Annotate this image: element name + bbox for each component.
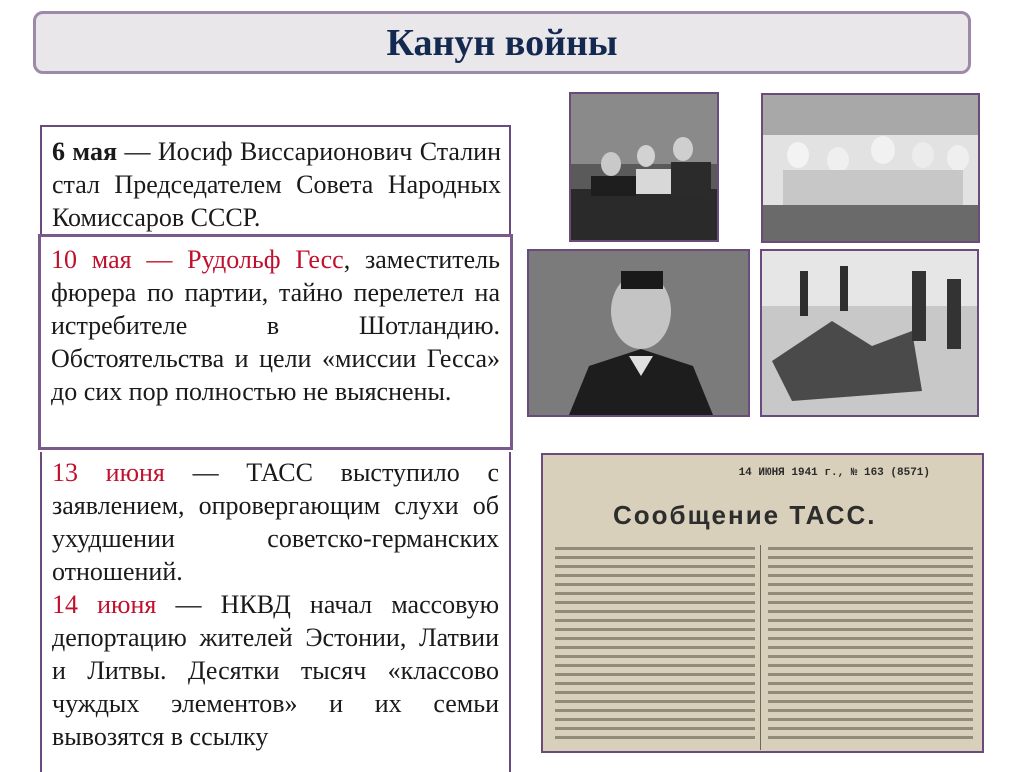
column-divider [760, 545, 761, 750]
event-date: 14 июня [52, 590, 157, 619]
newspaper-column-left [555, 547, 755, 747]
event-text: — Иосиф Виссарионович Сталин стал Председателем Совета Народных Комиссаров СССР. [52, 137, 501, 232]
newspaper-headline: Сообщение ТАСС. [613, 500, 877, 530]
event-date: 10 мая — Рудольф Гесс [51, 245, 344, 274]
event-text: — ТАСС выступило с заявлением, опровергающим слухи об ухудшении советско-германских отношений. [52, 458, 499, 586]
tass-newspaper-clipping [541, 453, 984, 753]
event-date: 6 мая [52, 137, 118, 166]
event-may-10 [38, 234, 513, 450]
event-date: 13 июня [52, 458, 165, 487]
event-june [40, 452, 511, 772]
slide-title: Канун войны [386, 21, 618, 64]
photo-stalin-podium [569, 92, 719, 242]
photo-leaders-tribune [761, 93, 980, 243]
newspaper-date: 14 ИЮНЯ 1941 г., № 163 (8571) [738, 467, 930, 479]
event-may-6 [40, 125, 511, 243]
newspaper-column-right [768, 547, 973, 747]
photo-rudolf-hess [527, 249, 750, 417]
title-banner [33, 11, 971, 74]
event-text: , заместитель фюрера по партии, тайно перелетел на истребителе в Шотландию. Обстоятельства и цели «миссии Гесса» до сих пор полностью не выяснены. [51, 245, 500, 406]
photo-plane-wreck [760, 249, 979, 417]
event-text: — НКВД начал массовую депортацию жителей Эстонии, Латвии и Литвы. Десятки тысяч «классово чуждых элементов» и их семьи вывозятся в ссылку [52, 590, 499, 751]
